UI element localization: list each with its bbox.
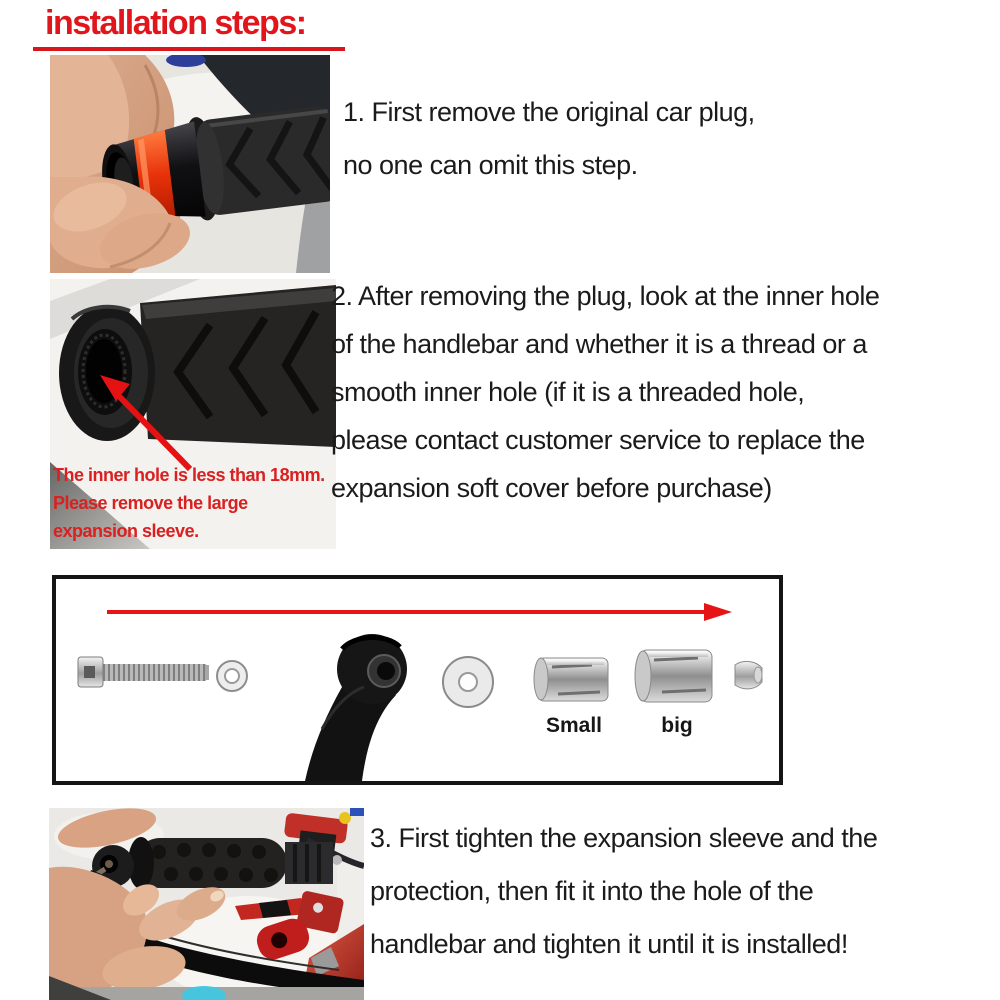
parts-diagram xyxy=(56,579,779,781)
title-underline xyxy=(33,47,345,51)
large-washer-part xyxy=(443,657,493,707)
small-expansion-sleeve-part xyxy=(534,658,608,701)
big-sleeve-label: big xyxy=(661,714,693,737)
big-expansion-sleeve-part xyxy=(635,650,712,702)
step-text-line: expansion soft cover before purchase) xyxy=(331,473,772,503)
step1-photo xyxy=(50,55,330,273)
step-text-line: protection, then fit it into the hole of the xyxy=(370,876,814,906)
step3-photo-illustration xyxy=(49,808,364,1000)
parts-diagram-box xyxy=(52,575,783,785)
step-text-line: no one can omit this step. xyxy=(343,150,638,180)
step3-text xyxy=(370,812,877,971)
small-sleeve-label: Small xyxy=(545,714,603,737)
step-text-line: 1. First remove the original car plug, xyxy=(343,97,755,127)
annotation-line: The inner hole is less than 18mm. xyxy=(53,465,325,485)
step-text-line: please contact customer service to replace the xyxy=(331,425,865,455)
small-washer-part xyxy=(217,661,247,691)
step1-photo-illustration xyxy=(50,55,330,273)
step-text-line: smooth inner hole (if it is a threaded hole, xyxy=(331,377,805,407)
step-text-line: 2. After removing the plug, look at the inner hole xyxy=(331,281,880,311)
cone-part xyxy=(735,661,762,688)
step-text-line: 3. First tighten the expansion sleeve and the xyxy=(370,823,878,853)
step3-photo xyxy=(49,808,364,1000)
photo2-annotation xyxy=(53,461,325,545)
step2-text xyxy=(331,272,879,512)
annotation-line: expansion sleeve. xyxy=(53,521,199,541)
annotation-line: Please remove the large xyxy=(53,493,248,513)
step1-text xyxy=(343,86,755,192)
step-text-line: handlebar and tighten it until it is installed! xyxy=(370,929,848,959)
page-title: installation steps: xyxy=(45,4,306,42)
step-text-line: of the handlebar and whether it is a thread or a xyxy=(331,329,867,359)
